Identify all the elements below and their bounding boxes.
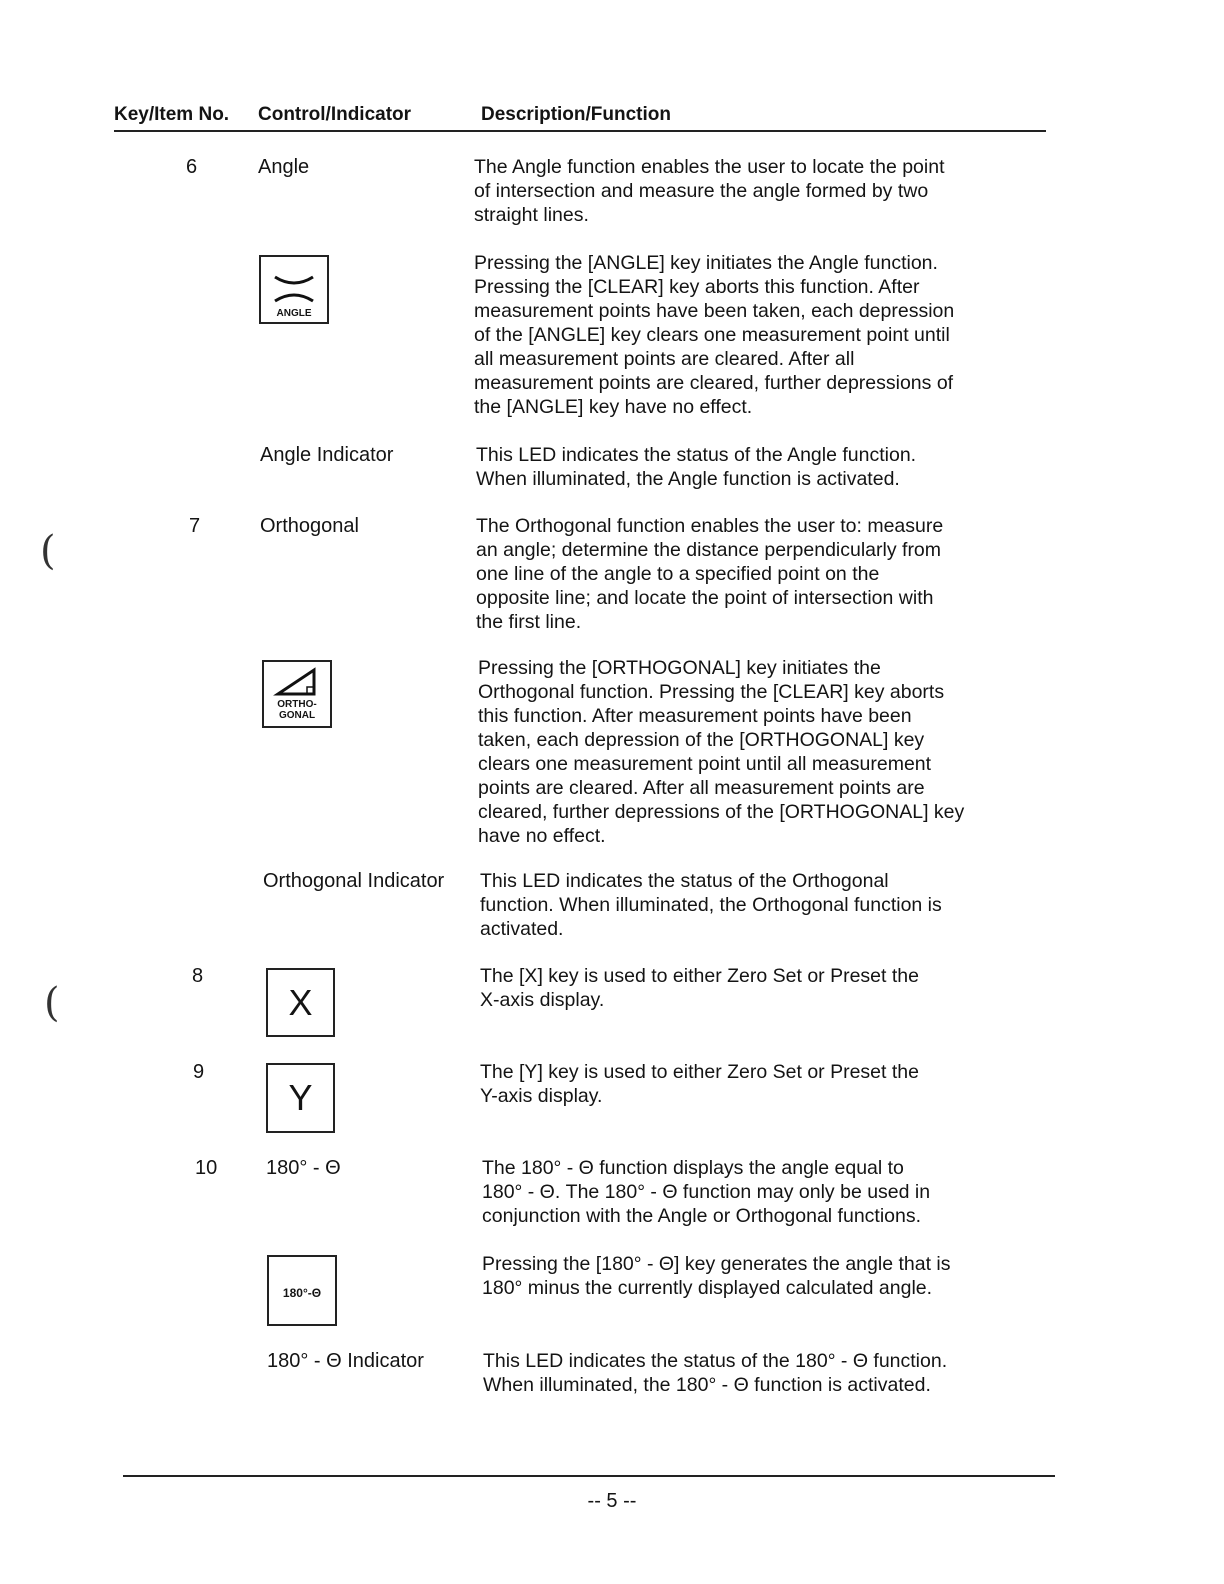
page-number: -- 5 --	[587, 1490, 637, 1512]
column-header-description: Description/Function	[481, 104, 671, 125]
description: The Angle function enables the user to locate the point of intersection and measure the angle formed by two straight lines.	[474, 156, 945, 226]
angle-key-label: ANGLE	[276, 308, 312, 319]
description: Pressing the [ANGLE] key initiates the Angle function. Pressing the [CLEAR] key aborts this function. After measurement points have been taken, each depression of the [ANGLE] key clears one measurement point until all measurement points are cleared. After all measurement points are cleared, further depressions of the [ANGLE] key have no effect.	[474, 252, 955, 418]
angle-key	[259, 255, 329, 324]
description: This LED indicates the status of the 180° - Θ function. When illuminated, the 180° - Θ function is activated.	[483, 1350, 948, 1396]
control-name: Angle Indicator	[260, 444, 394, 466]
x-key: X	[266, 968, 335, 1037]
control-name: Angle	[258, 156, 310, 178]
item-number: 8	[192, 965, 204, 987]
column-header-control: Control/Indicator	[258, 104, 412, 125]
footer-rule	[123, 1475, 1055, 1477]
180-minus-theta-key-label: 180°-Θ	[282, 1286, 322, 1300]
control-name: Orthogonal	[260, 515, 359, 537]
column-header-item-no: Key/Item No.	[114, 104, 230, 125]
description: This LED indicates the status of the Orthogonal function. When illuminated, the Orthogonal function is activated.	[480, 870, 942, 940]
header-rule	[114, 130, 1046, 132]
item-number: 10	[195, 1157, 218, 1179]
orthogonal-key-icon	[264, 664, 330, 700]
control-name: 180° - Θ	[266, 1157, 341, 1179]
item-number: 7	[189, 515, 201, 537]
binder-hole-mark: (	[44, 980, 60, 1026]
control-name: Orthogonal Indicator	[263, 870, 445, 892]
description: The Orthogonal function enables the user to: measure an angle; determine the distance perpendicularly from one line of the angle to a specified point on the opposite line; and locate the point of intersection with the first line.	[476, 515, 944, 633]
item-number: 9	[193, 1061, 205, 1083]
orthogonal-key-label: ORTHO-	[277, 699, 317, 710]
description: The [Y] key is used to either Zero Set or Preset the Y-axis display.	[480, 1061, 919, 1107]
orthogonal-key	[262, 660, 332, 728]
description: Pressing the [180° - Θ] key generates the angle that is 180° minus the currently displayed calculated angle.	[482, 1253, 951, 1299]
180-minus-theta-key	[267, 1255, 337, 1326]
angle-key-icon	[261, 263, 327, 303]
control-name: 180° - Θ Indicator	[267, 1350, 424, 1372]
item-number: 6	[186, 156, 198, 178]
description: The [X] key is used to either Zero Set or Preset the X-axis display.	[480, 965, 919, 1011]
description: Pressing the [ORTHOGONAL] key initiates the Orthogonal function. Pressing the [CLEAR] key aborts this function. After measurement points have been taken, each depression of the [ORTHOGONAL] key clears one measurement point until all measurement points are cleared. After all measurement points are cleared, further depressions of the [ORTHOGONAL] key have no effect.	[478, 657, 965, 847]
binder-hole-mark: (	[40, 528, 56, 574]
description: The 180° - Θ function displays the angle equal to 180° - Θ. The 180° - Θ function may only be used in conjunction with the Angle or Orthogonal functions.	[482, 1157, 931, 1227]
y-key: Y	[266, 1063, 335, 1133]
description: This LED indicates the status of the Angle function. When illuminated, the Angle function is activated.	[476, 444, 917, 490]
orthogonal-key-label: GONAL	[278, 710, 316, 721]
